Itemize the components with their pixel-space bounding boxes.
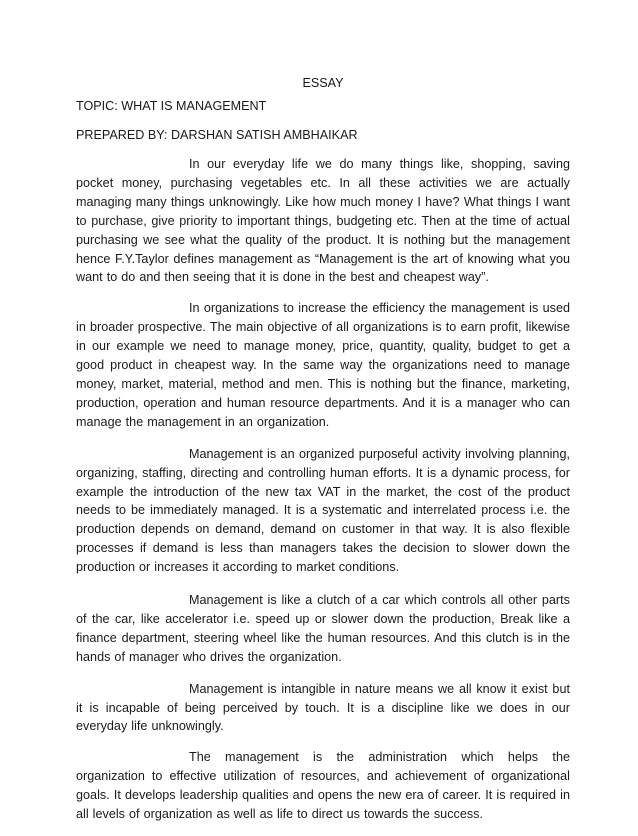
paragraph-2: In organizations to increase the efficiency the management is used in broader prospective. The main objective of all organizations is to earn profit, likewise in our example we need to manage money, price, quantity, quality, budget to get a good product in cheapest way. In the same way the organizations need to manage money, market, material, method and men. This is nothing but the finance, marketing, production, operation and human resource departments. And it is a manager who can manage the management in an organization. — [76, 301, 570, 429]
essay-body — [76, 155, 570, 836]
paragraph-5: Management is intangible in nature means we all know it exist but it is incapable of being perceived by touch. It is a discipline like we does in our everyday life unknowingly. — [76, 681, 570, 734]
paragraph-3: Management is an organized purposeful activity involving planning, organizing, staffing, directing and controlling human efforts. It is a dynamic process, for example the introduction of the new tax VAT in the market, the cost of the product needs to be immediately managed. It is a systematic and interrelated process i.e. the production depends on demand, demand on customer in that way. It is also flexible processes if demand is less than managers takes the decision to slower down the production or increases it according to market conditions. — [76, 446, 570, 575]
essay-heading: ESSAY — [302, 76, 344, 90]
paragraph-6: The management is the administration which helps the organization to effective utilization of resources, and achievement of organizational goals. It develops leadership qualities and opens the new era of career. It is required in all levels of organization as well as life to direct us towards the success. — [76, 750, 570, 822]
author-line: PREPARED BY: DARSHAN SATISH AMBHAIKAR — [76, 128, 358, 142]
paragraph-4: Management is like a clutch of a car which controls all other parts of the car, like accelerator i.e. speed up or slower down the production, Break like a finance department, steering wheel like the human resources. And this clutch is in the hands of manager who drives the organization. — [76, 593, 570, 664]
paragraph-1: In our everyday life we do many things like, shopping, saving pocket money, purchasing vegetables etc. In all these activities we are actually managing many things unknowingly. Like how much money I have? What things I want to purchase, give priority to important things, budgeting etc. Then at the time of actual purchasing we see what the quality of the product. It is nothing but the management hence F.Y.Taylor defines management as “Management is the art of knowing what you want to do and then seeing that it is done in the best and cheapest way”. — [76, 157, 570, 285]
topic-line: TOPIC: WHAT IS MANAGEMENT — [76, 99, 267, 113]
